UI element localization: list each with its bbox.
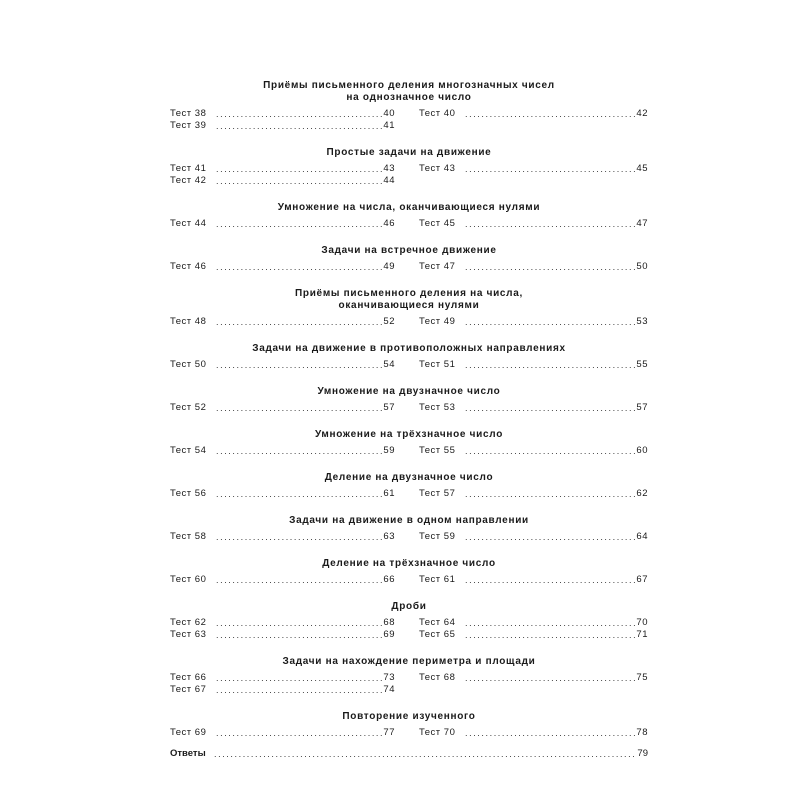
page-number: 57: [636, 402, 648, 413]
toc-entry[interactable]: [170, 163, 395, 175]
toc-section: [170, 656, 648, 696]
toc-entry[interactable]: [170, 727, 395, 739]
section-title: на однозначное число: [346, 92, 472, 103]
section-title: Приёмы письменного деления на числа,: [295, 288, 523, 299]
dot-leader: [465, 316, 636, 328]
page-number: 47: [636, 218, 648, 229]
entry-label: Тест 52: [170, 402, 207, 413]
dot-leader: [465, 163, 636, 175]
entry-row: [170, 574, 648, 586]
dot-leader: [465, 488, 636, 500]
entry-list: [170, 163, 648, 187]
dot-leader: [465, 218, 636, 230]
entry-label: Тест 57: [419, 488, 456, 499]
entry-label: Тест 68: [419, 672, 456, 683]
entry-row: [170, 316, 648, 328]
toc-entry[interactable]: [419, 531, 648, 543]
entry-label: Тест 43: [419, 163, 456, 174]
toc-entry[interactable]: [170, 218, 395, 230]
entry-row: [170, 163, 648, 175]
toc-entry[interactable]: [419, 163, 648, 175]
page-number: 49: [383, 261, 395, 272]
page-number: 66: [383, 574, 395, 585]
dot-leader: [465, 617, 636, 629]
toc-entry[interactable]: [170, 175, 395, 187]
entry-label: Тест 64: [419, 617, 456, 628]
entry-label: Тест 48: [170, 316, 207, 327]
toc-entry[interactable]: [170, 261, 395, 273]
page-number: 62: [636, 488, 648, 499]
entry-row: [170, 727, 648, 739]
section-title: Повторение изученного: [342, 711, 476, 722]
toc-entry[interactable]: [170, 617, 395, 629]
entry-row: [170, 120, 648, 132]
entry-label: Тест 63: [170, 629, 207, 640]
dot-leader: [216, 574, 383, 586]
page-number: 64: [636, 531, 648, 542]
page-number: 61: [383, 488, 395, 499]
entry-list: [170, 531, 648, 543]
dot-leader: [216, 488, 383, 500]
entry-label: Тест 41: [170, 163, 207, 174]
page-number: 59: [383, 445, 395, 456]
entry-label: Тест 59: [419, 531, 456, 542]
dot-leader: [216, 445, 383, 457]
toc-entry[interactable]: [170, 120, 395, 132]
entry-label: Тест 54: [170, 445, 207, 456]
answers-label: Ответы: [170, 748, 206, 759]
entry-label: Тест 67: [170, 684, 207, 695]
toc-section: [170, 601, 648, 641]
dot-leader: [465, 531, 636, 543]
section-title: Простые задачи на движение: [326, 147, 492, 158]
toc-entry[interactable]: [170, 629, 395, 641]
entry-label: Тест 50: [170, 359, 207, 370]
entry-row: [170, 488, 648, 500]
page-number: 55: [636, 359, 648, 370]
section-title: Задачи на встречное движение: [321, 245, 497, 256]
section-title: Умножение на числа, оканчивающиеся нулями: [277, 202, 541, 213]
entry-list: [170, 672, 648, 696]
page-number: 73: [383, 672, 395, 683]
entry-row: [170, 672, 648, 684]
entry-label: Тест 42: [170, 175, 207, 186]
page-number: 79: [637, 748, 648, 759]
entry-label: Тест 56: [170, 488, 207, 499]
page-number: 63: [383, 531, 395, 542]
page-number: 60: [636, 445, 648, 456]
toc-entry[interactable]: [419, 672, 648, 684]
toc-entry[interactable]: [170, 108, 395, 120]
dot-leader: [216, 727, 383, 739]
toc-entry[interactable]: [170, 359, 395, 371]
toc-section: [170, 80, 648, 132]
entry-label: Тест 38: [170, 108, 207, 119]
toc-section: [170, 202, 648, 230]
page-number: 50: [636, 261, 648, 272]
entry-label: Тест 53: [419, 402, 456, 413]
dot-leader: [465, 629, 636, 641]
toc-entry[interactable]: [170, 488, 395, 500]
toc-entry[interactable]: [419, 261, 648, 273]
entry-label: Тест 62: [170, 617, 207, 628]
dot-leader: [216, 316, 383, 328]
entry-label: Тест 60: [170, 574, 207, 585]
page-number: 57: [383, 402, 395, 413]
dot-leader: [216, 175, 383, 187]
dot-leader: [465, 359, 636, 371]
entry-list: [170, 727, 648, 739]
dot-leader: [216, 359, 383, 371]
page-number: 74: [383, 684, 395, 695]
toc-entry[interactable]: [419, 617, 648, 629]
section-title: Задачи на движение в одном направлении: [289, 515, 529, 526]
section-title: Деление на трёхзначное число: [322, 558, 496, 569]
entry-list: [170, 574, 648, 586]
toc-entry[interactable]: [419, 727, 648, 739]
entry-row: [170, 684, 648, 696]
toc-section: [170, 515, 648, 543]
entry-label: Тест 40: [419, 108, 456, 119]
entry-list: [170, 316, 648, 328]
entry-label: Тест 49: [419, 316, 456, 327]
entry-list: [170, 359, 648, 371]
entry-row: [170, 531, 648, 543]
entry-label: Тест 39: [170, 120, 207, 131]
page-number: 78: [636, 727, 648, 738]
toc-section: [170, 558, 648, 586]
section-title: Умножение на трёхзначное число: [314, 429, 504, 440]
toc-section: [170, 386, 648, 414]
toc-section: [170, 472, 648, 500]
entry-list: [170, 402, 648, 414]
toc-section: [170, 343, 648, 371]
entry-row: [170, 402, 648, 414]
dot-leader: [465, 672, 636, 684]
dot-leader: [216, 120, 383, 132]
entry-row: [170, 218, 648, 230]
page-number: 54: [383, 359, 395, 370]
dot-leader: [465, 402, 636, 414]
toc-section: [170, 245, 648, 273]
entry-list: [170, 108, 648, 132]
section-title: Дроби: [391, 601, 427, 612]
entry-row: [170, 629, 648, 641]
toc-entry[interactable]: [419, 445, 648, 457]
toc-entry[interactable]: [419, 359, 648, 371]
page-number: 44: [383, 175, 395, 186]
dot-leader: [465, 445, 636, 457]
entry-label: Тест 44: [170, 218, 207, 229]
entry-list: [170, 488, 648, 500]
dot-leader: [216, 617, 383, 629]
section-title: Задачи на нахождение периметра и площади: [282, 656, 536, 667]
entry-list: [170, 445, 648, 457]
entry-label: Тест 65: [419, 629, 456, 640]
answers-entry[interactable]: [170, 748, 648, 760]
toc-entry[interactable]: [170, 672, 395, 684]
toc-entry[interactable]: [170, 574, 395, 586]
entry-row: [170, 617, 648, 629]
entry-label: Тест 47: [419, 261, 456, 272]
entry-label: Тест 70: [419, 727, 456, 738]
toc-entry[interactable]: [170, 531, 395, 543]
table-of-contents: [170, 80, 648, 760]
dot-leader: [465, 108, 636, 120]
section-title: Приёмы письменного деления многозначных чисел: [263, 80, 555, 91]
page-number: 52: [383, 316, 395, 327]
toc-section: [170, 429, 648, 457]
page-number: 77: [383, 727, 395, 738]
entry-label: Тест 46: [170, 261, 207, 272]
toc-entry[interactable]: [419, 488, 648, 500]
toc-section: [170, 288, 648, 328]
toc-entry[interactable]: [419, 316, 648, 328]
dot-leader: [216, 531, 383, 543]
page-number: 68: [383, 617, 395, 628]
page-number: 69: [383, 629, 395, 640]
dot-leader: [216, 218, 383, 230]
entry-label: Тест 61: [419, 574, 456, 585]
page-number: 67: [636, 574, 648, 585]
toc-entry[interactable]: [170, 316, 395, 328]
toc-entry[interactable]: [419, 402, 648, 414]
toc-section: [170, 711, 648, 739]
toc-entry[interactable]: [419, 574, 648, 586]
toc-entry[interactable]: [170, 445, 395, 457]
toc-entry[interactable]: [170, 684, 395, 696]
page-number: 70: [636, 617, 648, 628]
toc-entry[interactable]: [419, 218, 648, 230]
toc-entry[interactable]: [419, 629, 648, 641]
section-title: Задачи на движение в противоположных направлениях: [252, 343, 566, 354]
page-number: 40: [383, 108, 395, 119]
entry-label: Тест 55: [419, 445, 456, 456]
entry-row: [170, 359, 648, 371]
dot-leader: [214, 748, 637, 760]
entry-label: Тест 58: [170, 531, 207, 542]
toc-entry[interactable]: [419, 108, 648, 120]
toc-entry[interactable]: [170, 402, 395, 414]
entry-row: [170, 108, 648, 120]
section-title: Деление на двузначное число: [324, 472, 494, 483]
page-number: 42: [636, 108, 648, 119]
entry-label: Тест 69: [170, 727, 207, 738]
dot-leader: [216, 108, 383, 120]
dot-leader: [465, 574, 636, 586]
dot-leader: [465, 261, 636, 273]
page-number: 46: [383, 218, 395, 229]
page-number: 71: [636, 629, 648, 640]
dot-leader: [216, 672, 383, 684]
entry-row: [170, 261, 648, 273]
dot-leader: [216, 629, 383, 641]
section-title: Умножение на двузначное число: [317, 386, 501, 397]
entry-label: Тест 66: [170, 672, 207, 683]
toc-section: [170, 147, 648, 187]
entry-list: [170, 261, 648, 273]
dot-leader: [216, 261, 383, 273]
dot-leader: [216, 163, 383, 175]
entry-label: Тест 51: [419, 359, 456, 370]
dot-leader: [465, 727, 636, 739]
dot-leader: [216, 402, 383, 414]
page-number: 75: [636, 672, 648, 683]
page-number: 53: [636, 316, 648, 327]
entry-label: Тест 45: [419, 218, 456, 229]
entry-list: [170, 617, 648, 641]
entry-row: [170, 175, 648, 187]
dot-leader: [216, 684, 383, 696]
page-number: 43: [383, 163, 395, 174]
page-number: 41: [383, 120, 395, 131]
section-title: оканчивающиеся нулями: [338, 300, 480, 311]
page-number: 45: [636, 163, 648, 174]
entry-list: [170, 218, 648, 230]
entry-row: [170, 445, 648, 457]
